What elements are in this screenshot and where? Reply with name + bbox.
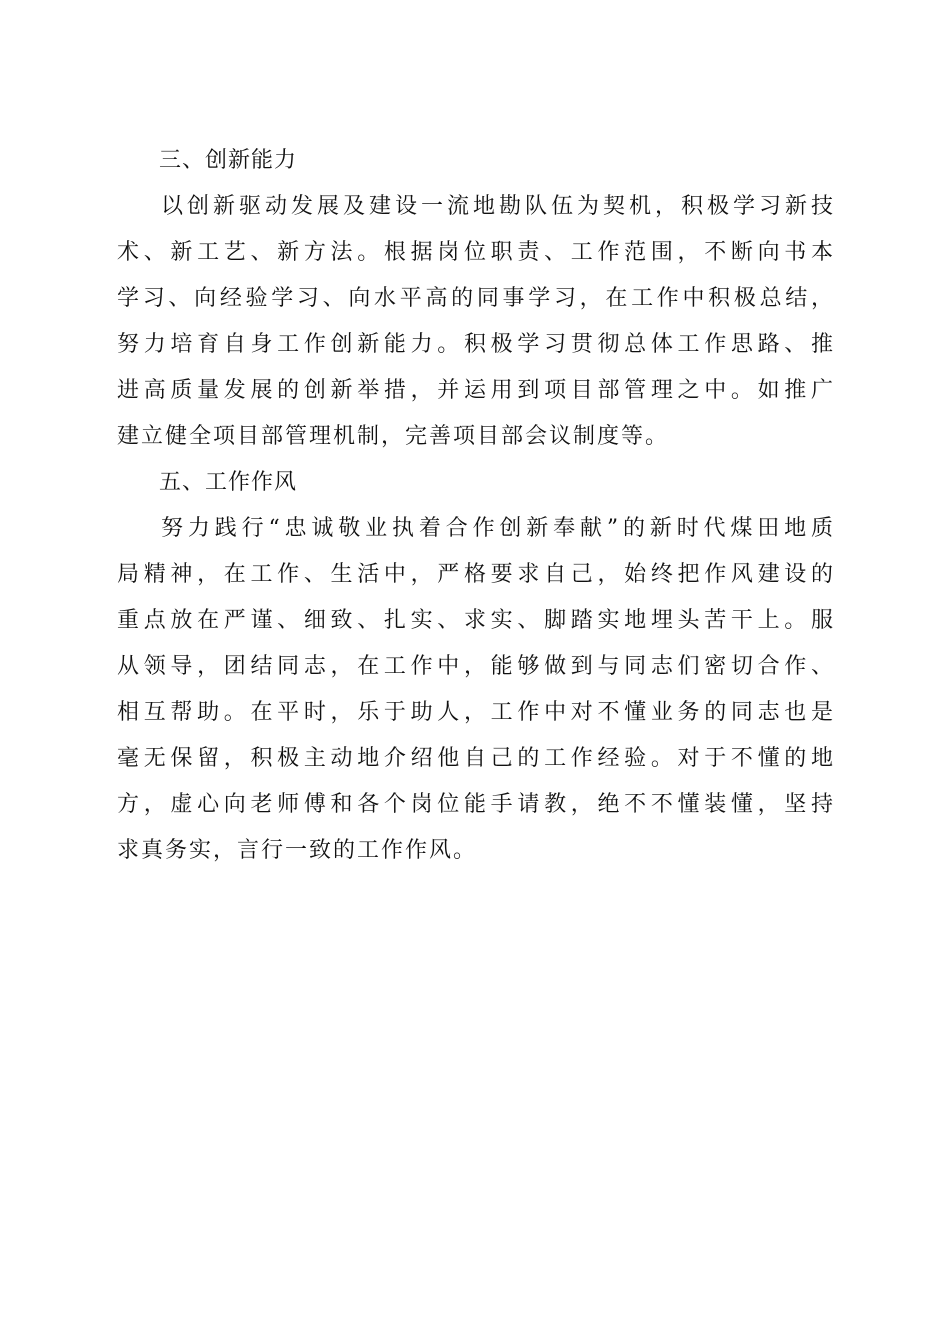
paragraph-line: 求真务实，言行一致的工作作风。 (117, 838, 478, 863)
paragraph-line: 重点放在严谨、细致、扎实、求实、脚踏实地埋头苦干上。服 (117, 608, 833, 633)
section-heading-innovation: 三、创新能力 (159, 148, 298, 173)
paragraph-line: 方，虚心向老师傅和各个岗位能手请教，绝不不懂装懂，坚持 (117, 792, 833, 817)
document-page (117, 138, 833, 874)
paragraph-line: 努力培育自身工作创新能力。积极学习贯彻总体工作思路、推 (117, 332, 833, 357)
paragraph-line: 建立健全项目部管理机制，完善项目部会议制度等。 (117, 424, 670, 449)
paragraph-line: 以创新驱动发展及建设一流地勘队伍为契机，积极学习新技 (161, 194, 833, 219)
section-heading-work-style: 五、工作作风 (159, 470, 298, 495)
paragraph-line: 局精神，在工作、生活中，严格要求自己，始终把作风建设的 (117, 562, 833, 587)
section-paragraph-work-style (117, 506, 833, 874)
paragraph-line: 术、新工艺、新方法。根据岗位职责、工作范围，不断向书本 (117, 240, 833, 265)
paragraph-line: 努力践行“忠诚敬业执着合作创新奉献”的新时代煤田地质 (161, 516, 833, 541)
section-paragraph-innovation (117, 184, 833, 460)
paragraph-line: 进高质量发展的创新举措，并运用到项目部管理之中。如推广 (117, 378, 833, 403)
paragraph-line: 毫无保留，积极主动地介绍他自己的工作经验。对于不懂的地 (117, 746, 833, 771)
paragraph-line: 从领导，团结同志，在工作中，能够做到与同志们密切合作、 (117, 654, 833, 679)
paragraph-line: 学习、向经验学习、向水平高的同事学习，在工作中积极总结， (117, 286, 833, 311)
paragraph-line: 相互帮助。在平时，乐于助人，工作中对不懂业务的同志也是 (117, 700, 833, 725)
